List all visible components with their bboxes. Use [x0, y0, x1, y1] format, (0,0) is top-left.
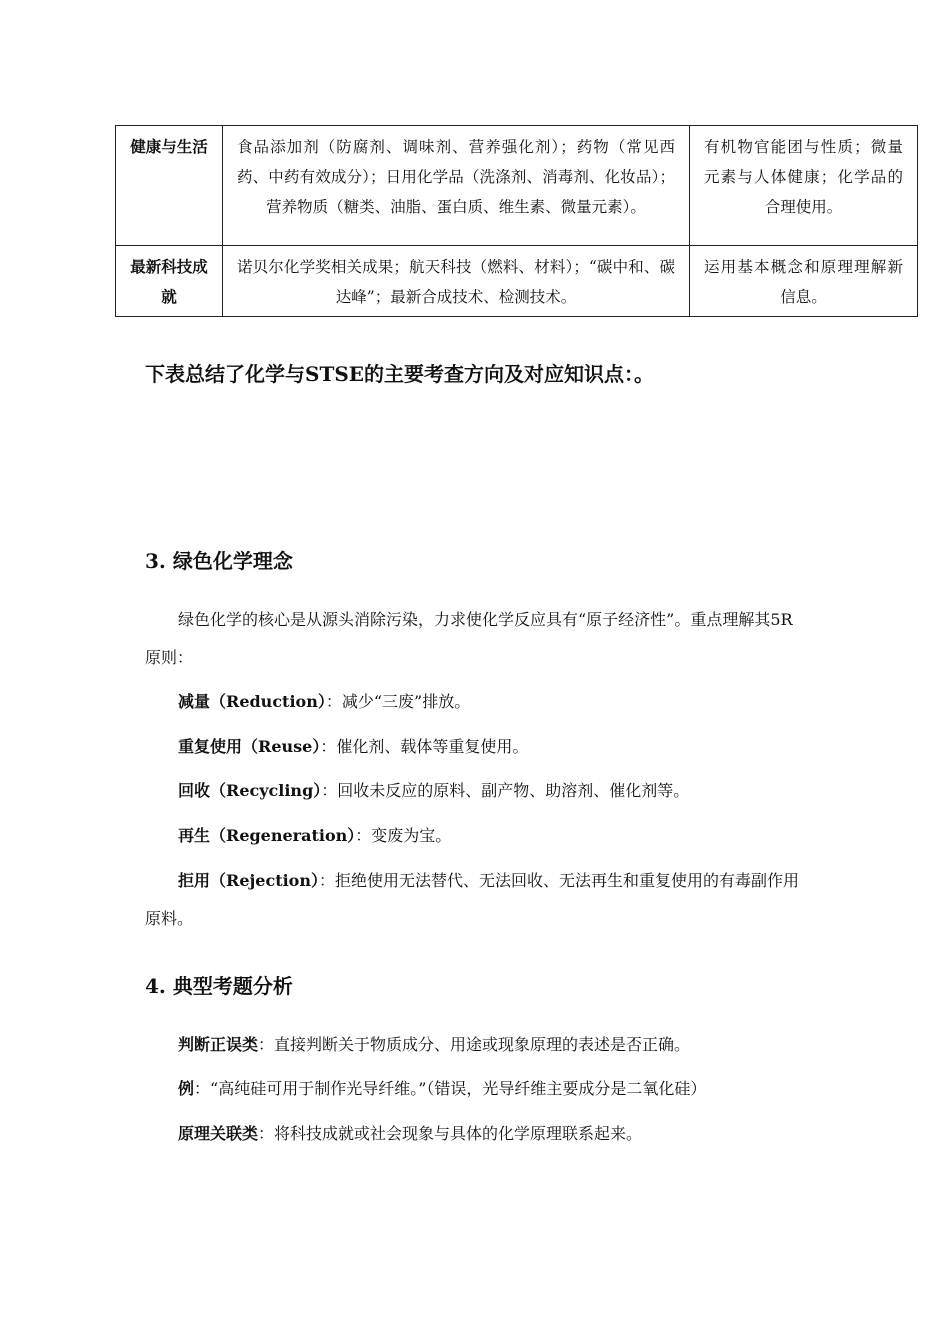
analysis-desc: 将科技成就或社会现象与具体的化学原理联系起来。 [274, 1124, 643, 1143]
principle-desc: 催化剂、载体等重复使用。 [336, 737, 529, 756]
section-4-heading: 4. 典型考题分析 [145, 974, 293, 998]
separator: ： [318, 871, 335, 890]
table-cell-requirement: 有机物官能团与性质；微量元素与人体健康；化学品的合理使用。 [690, 126, 918, 246]
analysis-item-judgement [145, 1026, 807, 1064]
principle-desc: 减少“三废”排放。 [341, 692, 471, 711]
separator: ： [320, 737, 337, 756]
separator: ： [321, 781, 338, 800]
analysis-label: 原理关联类 [178, 1124, 259, 1143]
principle-item-recycling [145, 772, 807, 810]
principle-desc: 拒绝使用无法替代、无法回收、无法再生和重复使用的有毒副作用原料。 [145, 871, 800, 928]
principle-term: 再生 [178, 826, 211, 845]
analysis-desc: “高纯硅可用于制作光导纤维。”（错误，光导纤维主要成分是二氧化硅） [210, 1079, 707, 1098]
principle-term: 拒用 [178, 871, 211, 890]
table-cell-category: 最新科技成就 [116, 246, 223, 317]
principle-item-reduction [145, 683, 807, 721]
section-3-intro: 绿色化学的核心是从源头消除污染，力求使化学反应具有“原子经济性”。重点理解其5R原则： [145, 610, 793, 667]
principle-term-en: （Regeneration） [210, 826, 356, 845]
principle-item-reuse [145, 728, 807, 766]
table-row [116, 246, 918, 317]
table-row [116, 126, 918, 246]
principle-desc: 回收未反应的原料、副产物、助溶剂、催化剂等。 [337, 781, 690, 800]
principle-term-en: （Reduction） [210, 692, 326, 711]
table-summary-text: 下表总结了化学与STSE的主要考查方向及对应知识点：。 [145, 362, 655, 386]
separator: ： [355, 826, 372, 845]
table-cell-content: 诺贝尔化学奖相关成果；航天科技（燃料、材料）；“碳中和、碳达峰”；最新合成技术、检测技术。 [223, 246, 690, 317]
table-cell-category: 健康与生活 [116, 126, 223, 246]
analysis-label: 例 [178, 1079, 195, 1098]
principle-term-en: （Rejection） [210, 871, 319, 890]
section-3-heading: 3. 绿色化学理念 [145, 549, 293, 573]
principle-term: 减量 [178, 692, 211, 711]
analysis-label: 判断正误类 [178, 1035, 259, 1054]
principle-item-rejection [145, 862, 807, 938]
analysis-desc: 直接判断关于物质成分、用途或现象原理的表述是否正确。 [274, 1035, 691, 1054]
stse-table [115, 125, 918, 317]
principle-desc: 变废为宝。 [371, 826, 452, 845]
separator: ： [325, 692, 342, 711]
separator: ： [258, 1035, 275, 1054]
table-cell-content: 食品添加剂（防腐剂、调味剂、营养强化剂）；药物（常见西药、中药有效成分）；日用化学品（洗涤剂、消毒剂、化妆品）；营养物质（糖类、油脂、蛋白质、维生素、微量元素）。 [223, 126, 690, 246]
principle-term: 回收 [178, 781, 211, 800]
separator: ： [258, 1124, 275, 1143]
separator: ： [194, 1079, 211, 1098]
principle-term-en: （Recycling） [210, 781, 322, 800]
principle-term: 重复使用 [178, 737, 243, 756]
principle-term-en: （Reuse） [242, 737, 321, 756]
analysis-item-example [145, 1070, 807, 1108]
table-cell-requirement: 运用基本概念和原理理解新信息。 [690, 246, 918, 317]
analysis-item-principle [145, 1115, 807, 1153]
principle-item-regeneration [145, 817, 807, 855]
